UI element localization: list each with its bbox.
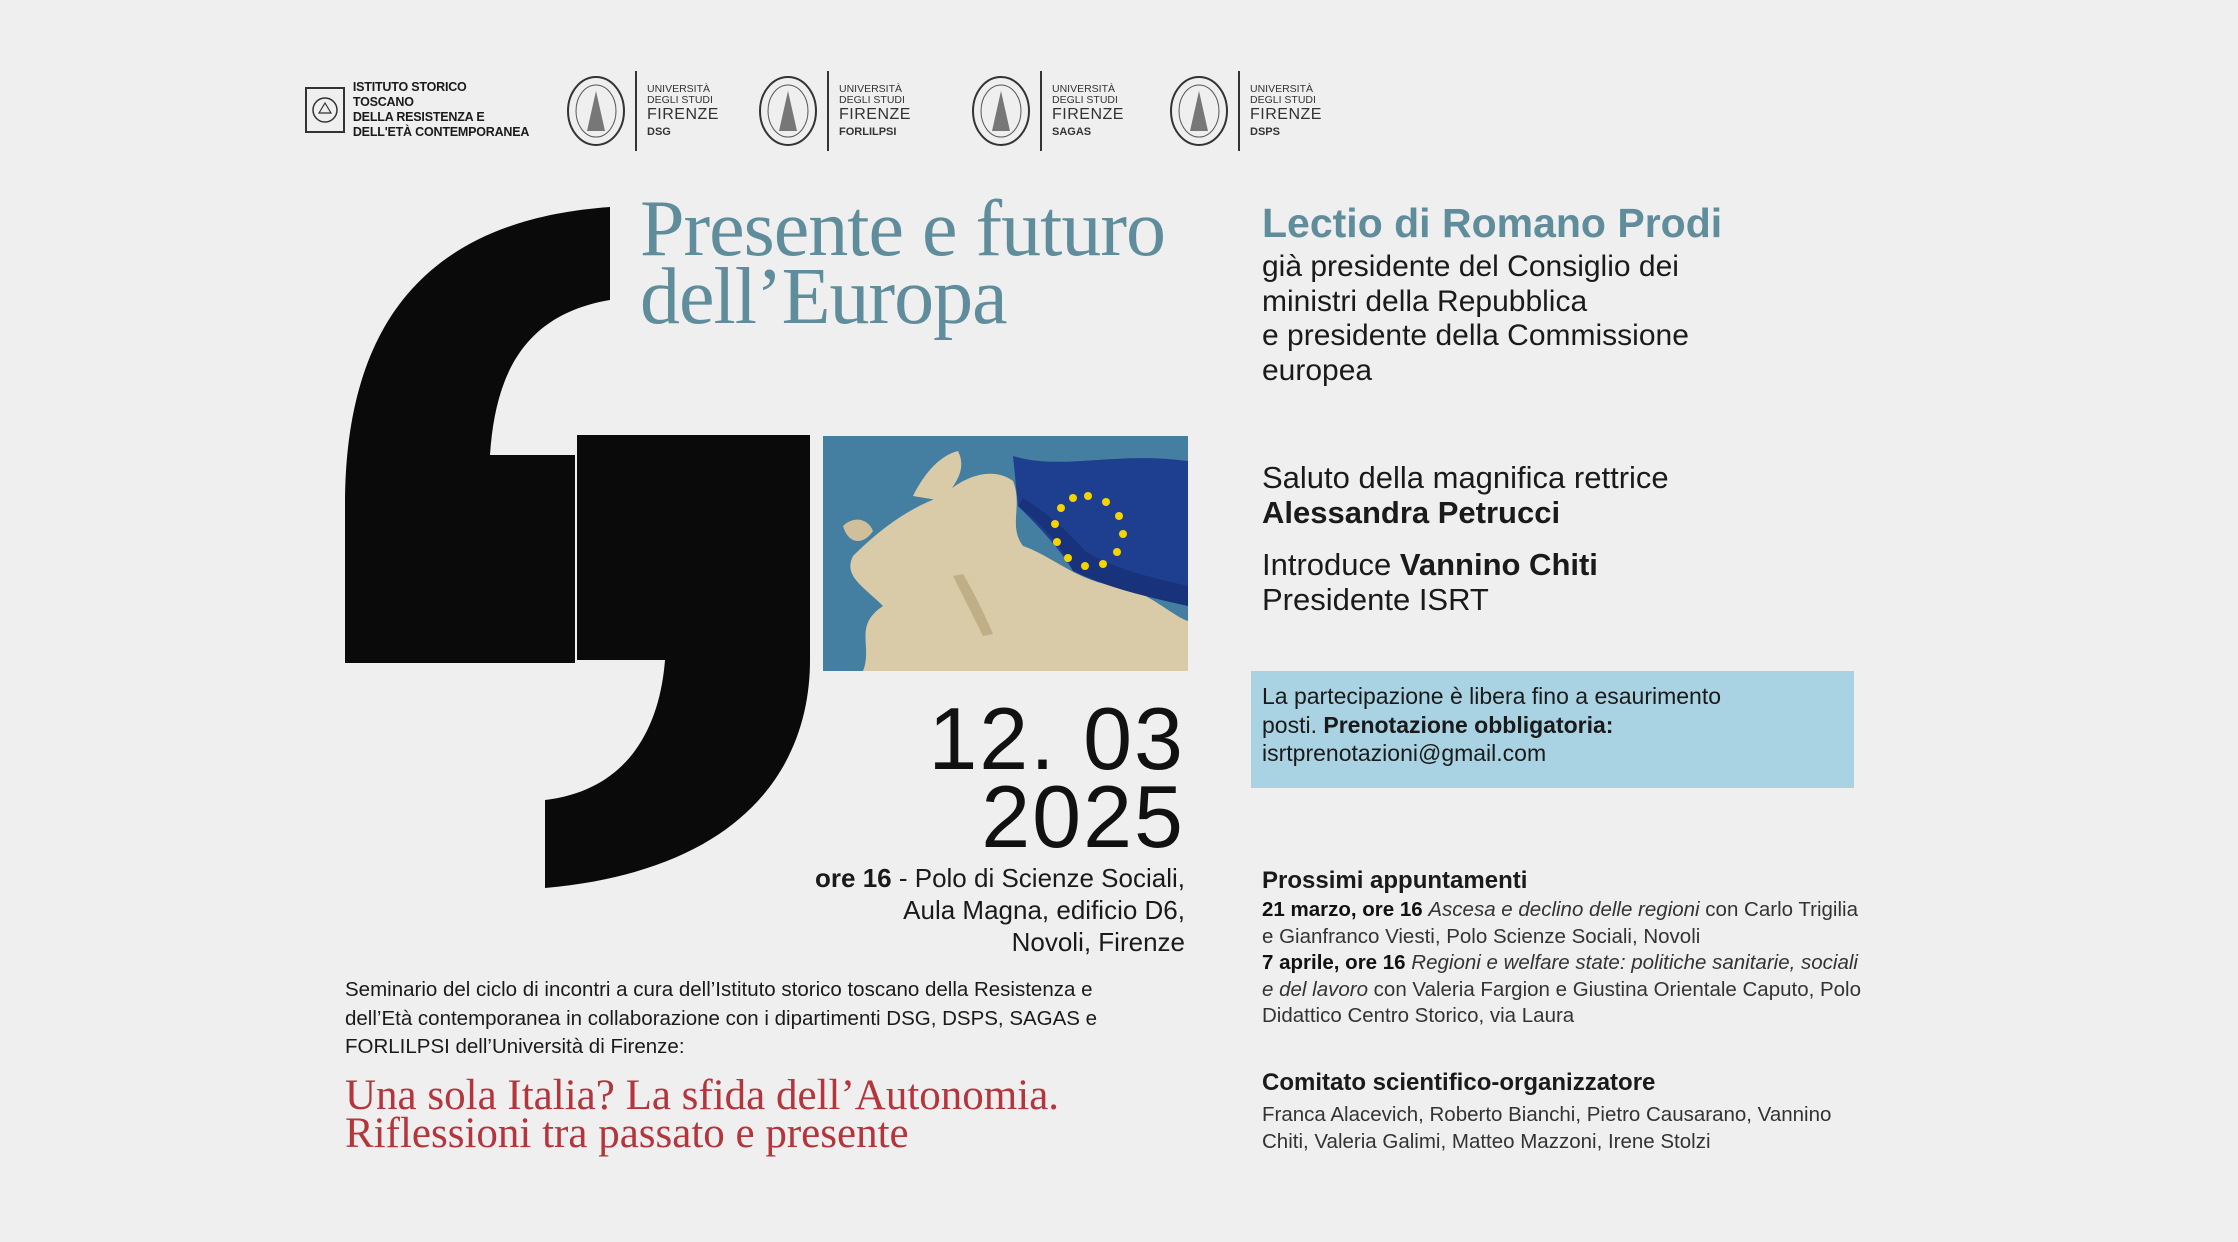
unifi-seal-icon xyxy=(565,73,627,149)
logo-divider xyxy=(635,71,637,151)
lectio-sub-line: e presidente della Commissione xyxy=(1262,319,1689,352)
unifi-label-1: UNIVERSITÀ xyxy=(1052,82,1116,95)
logo-divider xyxy=(1040,71,1042,151)
committee-heading: Comitato scientifico-organizzatore xyxy=(1262,1069,1656,1096)
unifi-seal-icon xyxy=(757,73,819,149)
event-details: con Carlo Trigilia e Gianfranco Viesti, Polo Scienze Sociali, Novoli xyxy=(1262,898,1858,948)
lectio-subtitle xyxy=(1262,250,1882,388)
cycle-title-line-1: Una sola Italia? La sfida dell’Autonomia. xyxy=(345,1072,1060,1119)
unifi-logo-dsg xyxy=(565,68,719,153)
event-title xyxy=(640,185,1200,341)
unifi-text xyxy=(839,84,911,138)
isrt-line-2: DELLA RESISTENZA E xyxy=(352,110,485,124)
intro-name: Vannino Chiti xyxy=(1399,547,1598,582)
event-title: Regioni e welfare state: politiche sanitarie, sociali e del lavoro xyxy=(1262,951,1858,1001)
dept-name: SAGAS xyxy=(1052,125,1092,138)
booking-required: Prenotazione obbligatoria: xyxy=(1323,711,1614,738)
date-year: 2025 xyxy=(981,767,1185,866)
unifi-label-2: DEGLI STUDI xyxy=(839,93,905,106)
greeting xyxy=(1262,460,1882,530)
logo-divider xyxy=(1238,71,1240,151)
event-date: 21 marzo, ore 16 xyxy=(1262,898,1423,921)
unifi-label-1: UNIVERSITÀ xyxy=(1250,82,1314,95)
isrt-logo xyxy=(305,80,530,139)
lectio-sub-line: ministri della Repubblica xyxy=(1262,284,1588,318)
event-venue xyxy=(740,862,1185,958)
isrt-emblem-icon xyxy=(305,87,345,133)
unifi-name: FIRENZE xyxy=(1052,105,1124,123)
unifi-name: FIRENZE xyxy=(839,105,911,123)
booking-line-2: posti. xyxy=(1262,711,1324,738)
lectio-sub-line: già presidente del Consiglio dei xyxy=(1262,250,1679,283)
intro-text: Introduce xyxy=(1262,547,1400,582)
event-details: con Valeria Fargion e Giustina Orientale Caputo, Polo Didattico Centro Storico, via Laura xyxy=(1262,977,1862,1027)
unifi-text xyxy=(1052,84,1124,138)
europe-map-flag-image xyxy=(823,436,1188,671)
event-date xyxy=(880,689,1185,866)
unifi-text xyxy=(647,84,719,138)
unifi-name: FIRENZE xyxy=(647,105,719,123)
unifi-label-2: DEGLI STUDI xyxy=(647,93,713,106)
unifi-label-2: DEGLI STUDI xyxy=(1052,93,1118,106)
dept-name: DSPS xyxy=(1250,125,1280,138)
next-events-heading: Prossimi appuntamenti xyxy=(1262,867,1528,894)
unifi-text xyxy=(1250,84,1322,138)
greeting-text: Saluto della magnifica rettrice xyxy=(1262,460,1669,495)
introduction xyxy=(1262,547,1882,617)
unifi-seal-icon xyxy=(1168,73,1230,149)
lectio-title: Lectio di Romano Prodi xyxy=(1262,200,1723,246)
logo-divider xyxy=(827,71,829,151)
venue-place: - Polo di Scienze Sociali, xyxy=(891,863,1185,893)
event-title: Ascesa e declino delle regioni xyxy=(1428,898,1700,921)
unifi-seal-icon xyxy=(970,73,1032,149)
venue-time: ore 16 xyxy=(815,863,892,893)
booking-line-1: La partecipazione è libera fino a esaurimento xyxy=(1262,683,1722,709)
event-date: 7 aprile, ore 16 xyxy=(1262,951,1406,974)
dept-name: DSG xyxy=(647,125,671,138)
venue-line-1 xyxy=(740,862,1185,894)
greeting-name: Alessandra Petrucci xyxy=(1262,495,1561,530)
intro-role: Presidente ISRT xyxy=(1262,582,1489,617)
unifi-label-1: UNIVERSITÀ xyxy=(839,82,903,95)
isrt-line-3: DELL'ETÀ CONTEMPORANEA xyxy=(352,125,530,139)
title-line-2: dell’Europa xyxy=(640,253,1007,341)
committee-members: Franca Alacevich, Roberto Bianchi, Pietro Causarano, Vannino Chiti, Valeria Galimi, Matteo Mazzoni, Irene Stolzi xyxy=(1262,1103,1832,1153)
seminar-description: Seminario del ciclo di incontri a cura dell’Istituto storico toscano della Resistenza e dell’Età contemporanea in collaborazione con i dipartimenti DSG, DSPS, SAGAS e FORLILPSI dell’Università di Firenze: xyxy=(345,978,1098,1058)
next-event-item xyxy=(1262,950,1862,1030)
unifi-name: FIRENZE xyxy=(1250,105,1322,123)
title-line-1: Presente e futuro xyxy=(640,185,1166,273)
unifi-label-2: DEGLI STUDI xyxy=(1250,93,1316,106)
next-event-item xyxy=(1262,897,1862,950)
unifi-logo-dsps xyxy=(1168,68,1322,153)
unifi-label-1: UNIVERSITÀ xyxy=(647,82,711,95)
unifi-logo-sagas xyxy=(970,68,1124,153)
isrt-name xyxy=(353,80,530,140)
isrt-line-1: ISTITUTO STORICO TOSCANO xyxy=(352,80,467,109)
dept-name: FORLILPSI xyxy=(839,125,897,138)
venue-line-2: Aula Magna, edificio D6, xyxy=(903,895,1185,925)
date-day-month: 12. 03 xyxy=(928,689,1185,788)
booking-info xyxy=(1262,682,1852,768)
lectio-sub-line: europea xyxy=(1262,353,1373,387)
booking-email-link[interactable]: isrtprenotazioni@gmail.com xyxy=(1262,740,1547,766)
cycle-title xyxy=(345,1072,1205,1157)
cycle-title-line-2: Riflessioni tra passato e presente xyxy=(345,1110,909,1157)
next-events-list xyxy=(1262,897,1862,1030)
unifi-logo-forlilpsi xyxy=(757,68,911,153)
venue-line-3: Novoli, Firenze xyxy=(1011,927,1185,957)
